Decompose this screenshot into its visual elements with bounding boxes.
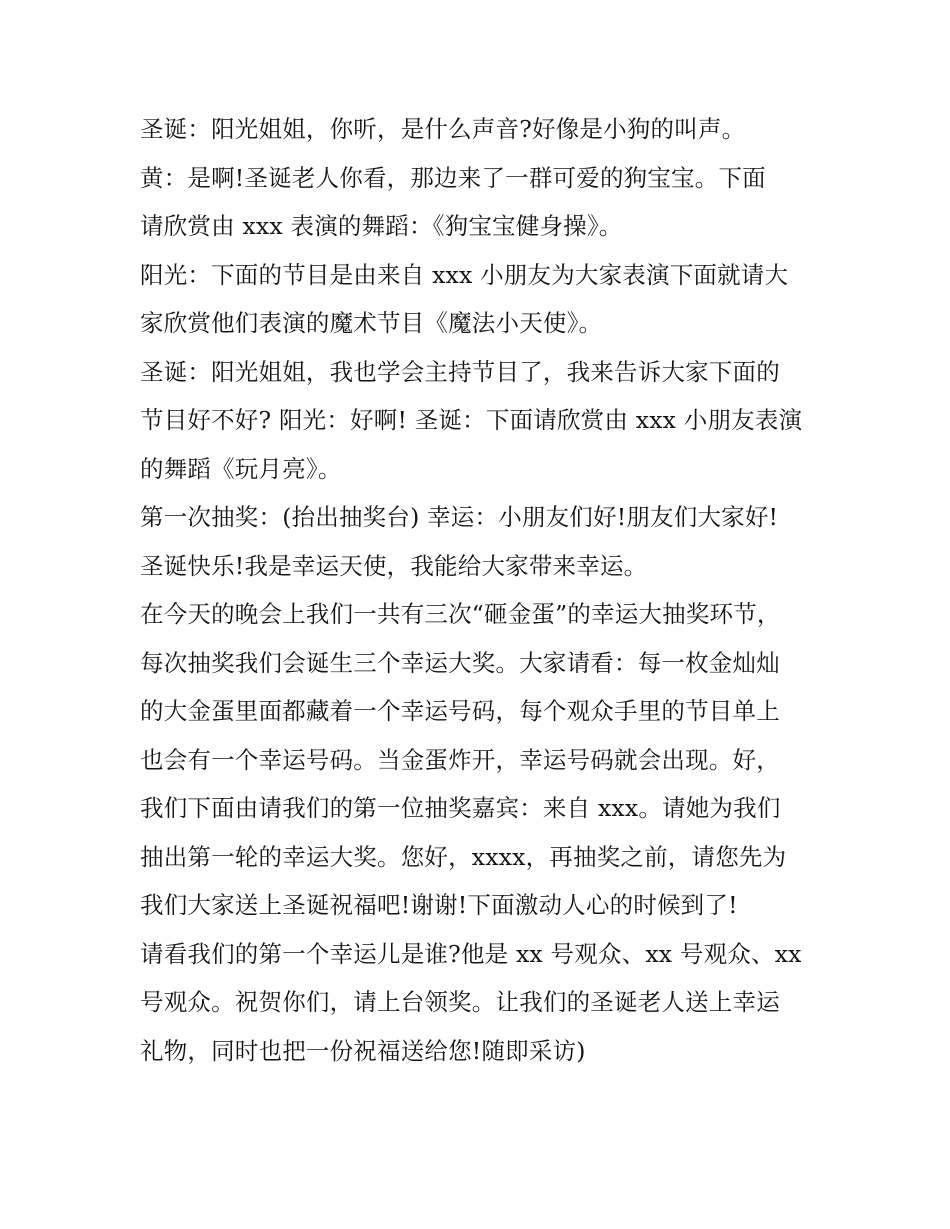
text-line: 黄：是啊!圣诞老人你看，那边来了一群可爱的狗宝宝。下面	[140, 163, 766, 192]
text-line: 家欣赏他们表演的魔术节目《魔法小天使》。	[140, 309, 603, 337]
text-line: 第一次抽奖：(抬出抽奖台) 幸运：小朋友们好!朋友们大家好!	[140, 503, 779, 531]
text-line: 号观众。祝贺你们，请上台领奖。让我们的圣诞老人送上幸运	[140, 988, 780, 1016]
text-line: 的舞蹈《玩月亮》。	[140, 454, 342, 483]
text-line: 阳光：下面的节目是由来自 xxx 小朋友为大家表演下面就请大	[140, 260, 789, 289]
text-line: 圣诞：阳光姐姐，我也学会主持节目了，我来告诉大家下面的	[140, 357, 780, 386]
text-line: 圣诞：阳光姐姐，你听，是什么声音?好像是小狗的叫声。	[140, 115, 746, 143]
text-line: 请看我们的第一个幸运儿是谁?他是 xx 号观众、xx 号观众、xx	[140, 939, 802, 968]
text-line: 在今天的晚会上我们一共有三次“砸金蛋”的幸运大抽奖环节，	[140, 600, 781, 628]
text-line: 也会有一个幸运号码。当金蛋炸开，幸运号码就会出现。好，	[140, 745, 780, 774]
text-line: 的大金蛋里面都藏着一个幸运号码，每个观众手里的节目单上	[140, 697, 780, 725]
text-line: 节目好不好? 阳光：好啊! 圣诞：下面请欣赏由 xxx 小朋友表演	[140, 406, 803, 434]
text-line: 我们大家送上圣诞祝福吧!谢谢!下面激动人心的时候到了!	[140, 891, 738, 919]
text-line: 礼物，同时也把一份祝福送给您!随即采访)	[140, 1036, 586, 1065]
text-line: 我们下面由请我们的第一位抽奖嘉宾：来自 xxx。请她为我们	[140, 794, 781, 822]
document-body	[140, 105, 820, 1075]
text-line: 圣诞快乐!我是幸运天使，我能给大家带来幸运。	[140, 551, 648, 580]
text-line: 抽出第一轮的幸运大奖。您好，xxxx，再抽奖之前，请您先为	[140, 842, 787, 871]
text-line: 每次抽奖我们会诞生三个幸运大奖。大家请看：每一枚金灿灿	[140, 648, 780, 677]
text-line: 请欣赏由 xxx 表演的舞蹈：《狗宝宝健身操》。	[140, 212, 623, 240]
